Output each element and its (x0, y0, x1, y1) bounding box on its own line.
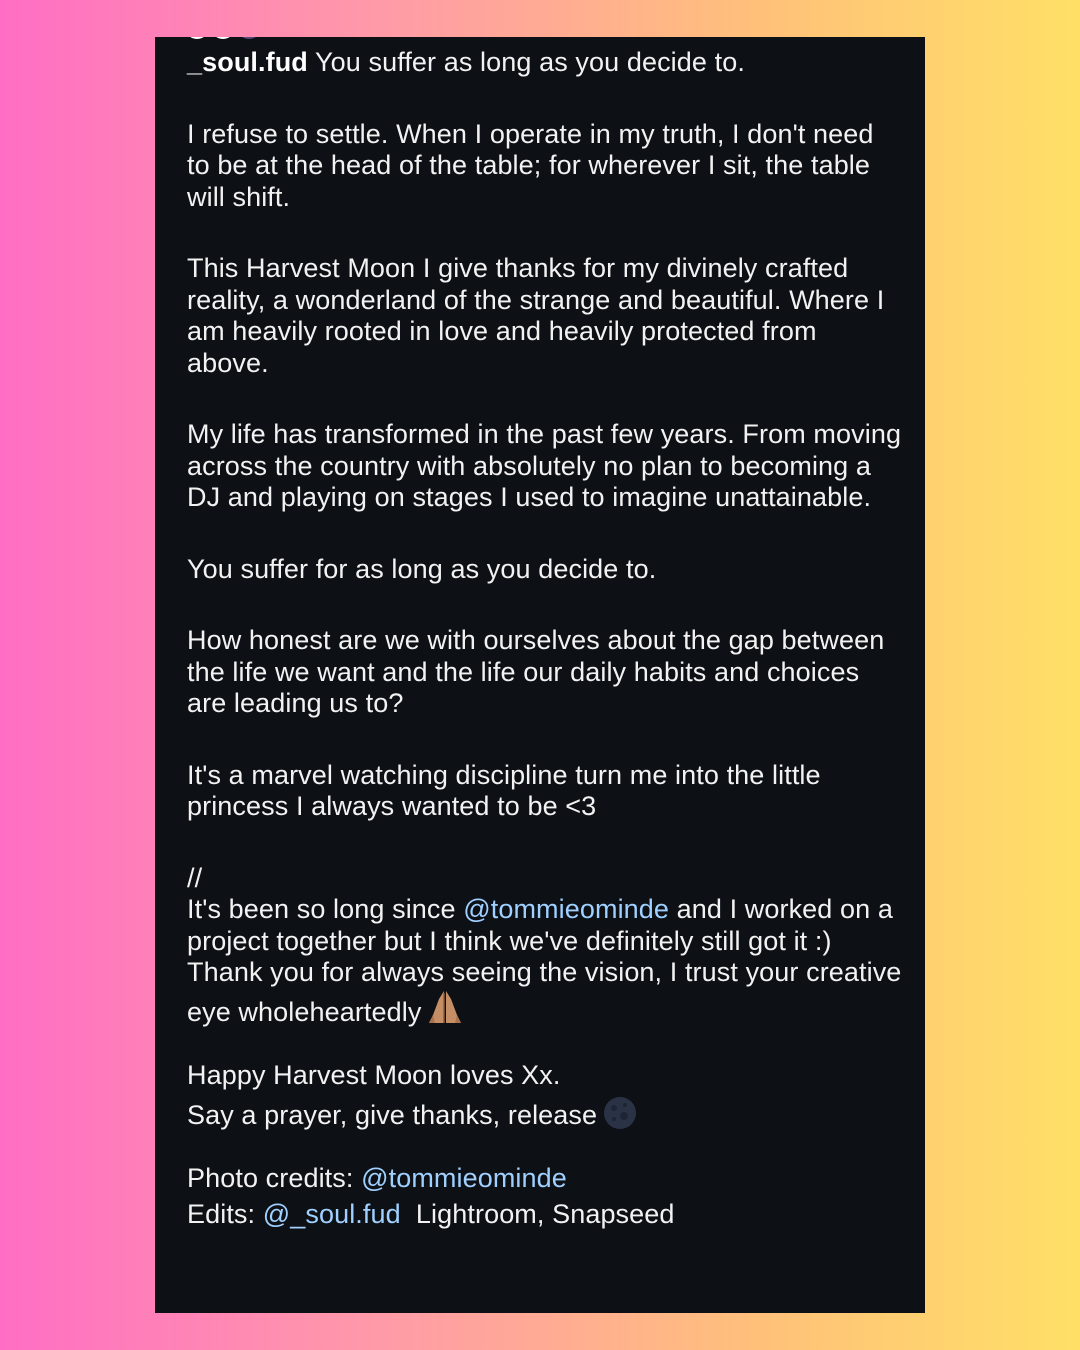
paragraph: It's a marvel watching discipline turn me into the little princess I always wanted to be <3 (187, 759, 821, 821)
caption-first-line (187, 47, 902, 79)
mention-link[interactable]: @_soul.fud (262, 1198, 401, 1229)
divider-text: // (187, 862, 203, 893)
post-caption-panel (155, 37, 925, 1313)
mention-link[interactable]: @tommieominde (463, 894, 670, 924)
credit-paragraph: It's been so long since @tommieominde and I worked on a project together but I think we've definitely still got it :) (187, 894, 893, 956)
closing-line-1: Happy Harvest Moon loves Xx. (187, 1060, 561, 1090)
paragraph: You suffer for as long as you decide to. (187, 553, 657, 584)
paragraph: My life has transformed in the past few years. From moving across the country with absolutely no plan to becoming a DJ and playing on stages I used to imagine unattainable. (187, 419, 902, 512)
avatar-stack[interactable] (183, 37, 273, 43)
new-moon-icon (603, 1096, 637, 1130)
photo-credits-line: Photo credits: @tommieominde (187, 1163, 567, 1193)
edits-line: Edits: @_soul.fud Lightroom, Snapseed (187, 1198, 675, 1229)
paragraph: How honest are we with ourselves about the gap between the life we want and the life our daily habits and choices are leading us to? (187, 625, 885, 718)
folded-hands-icon (425, 989, 465, 1025)
username-link[interactable]: _soul.fud (187, 47, 308, 77)
caption-text (187, 47, 902, 1230)
closing-line-2: Say a prayer, give thanks, release (187, 1096, 902, 1132)
paragraph: I refuse to settle. When I operate in my truth, I don't need to be at the head of the table; for wherever I sit, the table will shift. (187, 118, 874, 212)
paragraph: This Harvest Moon I give thanks for my divinely crafted reality, a wonderland of the strange and beautiful. Where I am heavily rooted in love and heavily protected from above. (187, 253, 885, 378)
mention-link[interactable]: @tommieominde (361, 1163, 567, 1193)
first-line-text: You suffer as long as you decide to. (307, 47, 745, 77)
thanks-line: Thank you for always seeing the vision, I trust your creative eye wholeheartedly (187, 957, 902, 1027)
